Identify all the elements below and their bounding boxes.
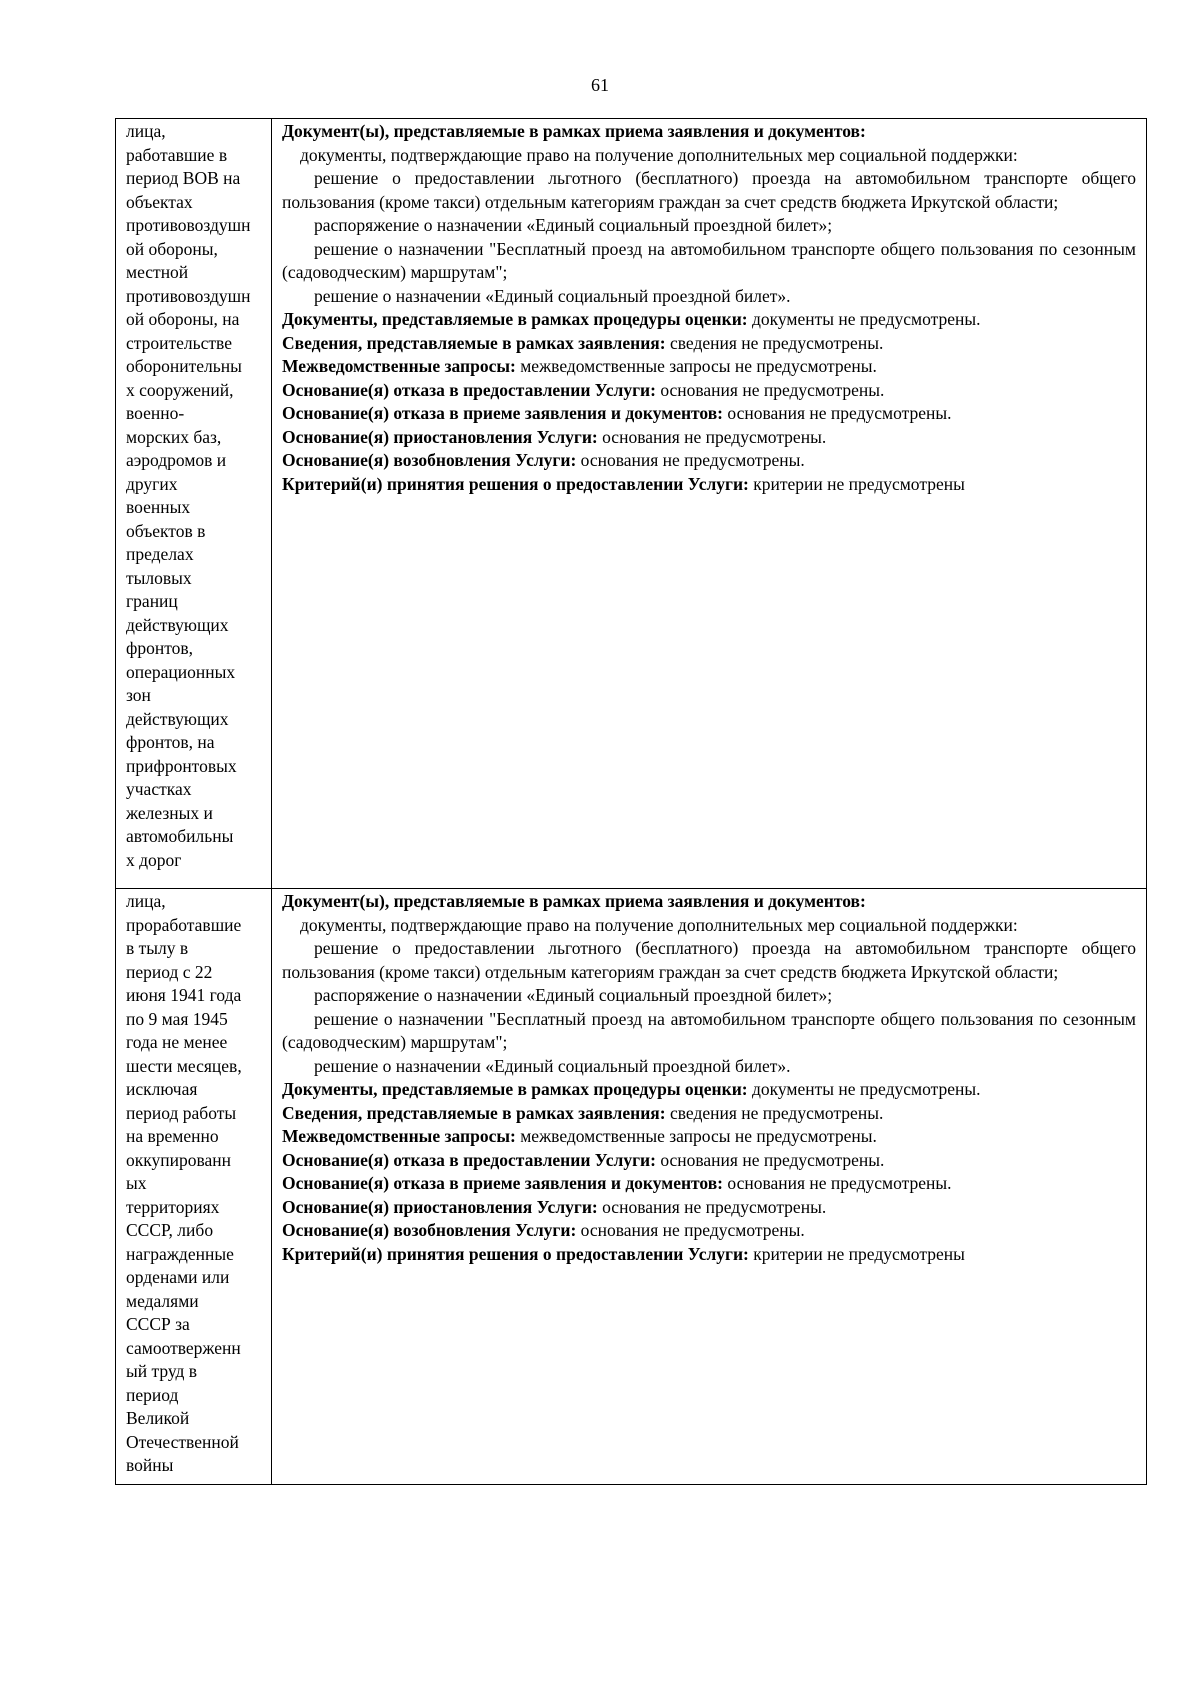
service-table [115,118,1147,1485]
info-value: документы не предусмотрены. [747,309,981,329]
info-line [282,308,1136,332]
info-label: Основание(я) отказа в приеме заявления и документов: [282,403,724,423]
info-label: Основание(я) приостановления Услуги: [282,426,598,447]
table-row [116,889,1147,1485]
page-number: 61 [591,75,609,95]
details-cell [272,119,1147,889]
info-line [282,1243,1136,1267]
doc-item: решение о предоставлении льготного (бесплатного) проезда на автомобильном транспорте общего пользования (кроме такси) отдельным категориям граждан за счет средств бюджета Иркутской области; [282,168,1136,212]
info-value: межведомственные запросы не предусмотрены. [515,1126,877,1146]
details-cell [272,889,1147,1485]
info-value: основания не предусмотрены. [597,1196,827,1217]
info-line [282,1172,1136,1196]
doc-item: решение о назначении "Бесплатный проезд на автомобильном транспорте общего пользования по сезонным (садоводческим) маршрутам"; [282,238,1136,282]
info-value: межведомственные запросы не предусмотрены. [515,356,877,376]
table-row [116,119,1147,889]
info-line [282,473,1136,497]
docs-intro: документы, подтверждающие право на получение дополнительных мер социальной поддержки: [300,914,1018,935]
info-line [282,1125,1136,1149]
info-label: Основание(я) отказа в приеме заявления и документов: [282,1173,724,1193]
info-label: Основание(я) отказа в предоставлении Услуги: [282,379,656,400]
info-line [282,379,1136,403]
info-label: Основание(я) отказа в предоставлении Услуги: [282,1149,656,1170]
doc-item: решение о предоставлении льготного (бесплатного) проезда на автомобильном транспорте общего пользования (кроме такси) отдельным категориям граждан за счет средств бюджета Иркутской области; [282,938,1136,982]
info-value: документы не предусмотрены. [747,1079,981,1099]
info-line [282,426,1136,450]
info-value: основания не предусмотрены. [723,403,952,423]
info-value: основания не предусмотрены. [655,1149,885,1170]
info-line [282,332,1136,356]
info-label: Критерий(и) принятия решения о предоставлении Услуги: [282,473,749,494]
info-line [282,1102,1136,1126]
info-label: Сведения, представляемые в рамках заявления: [282,1102,666,1123]
info-line [282,355,1136,379]
doc-item: решение о назначении «Единый социальный проездной билет». [314,1055,791,1076]
doc-item: распоряжение о назначении «Единый социальный проездной билет»; [314,215,833,235]
docs-heading: Документ(ы), представляемые в рамках приема заявления и документов: [282,121,866,141]
info-line [282,1196,1136,1220]
info-value: основания не предусмотрены. [723,1173,952,1193]
info-line [282,1078,1136,1102]
info-value: сведения не предусмотрены. [665,1102,884,1123]
info-value: критерии не предусмотрены [748,473,965,494]
info-value: основания не предусмотрены. [576,1220,805,1240]
info-label: Основание(я) возобновления Услуги: [282,450,577,470]
info-label: Критерий(и) принятия решения о предоставлении Услуги: [282,1243,749,1264]
info-label: Сведения, представляемые в рамках заявления: [282,332,666,353]
category-text: лица, работавшие в период ВОВ на объектах противовоздушн ой обороны, местной противовоздушн ой обороны, на строительстве оборонительны х сооружений, военно- морских баз, аэродромов и других военных объектов в пределах тыловых границ действующих фронтов, операционных зон действующих фронтов, на прифронтовых участках железных и автомобильны х дорог [126,121,251,870]
docs-heading: Документ(ы), представляемые в рамках приема заявления и документов: [282,891,866,911]
info-label: Основание(я) возобновления Услуги: [282,1220,577,1240]
docs-intro: документы, подтверждающие право на получение дополнительных мер социальной поддержки: [300,144,1018,165]
info-label: Документы, представляемые в рамках процедуры оценки: [282,1079,748,1099]
doc-item: решение о назначении "Бесплатный проезд на автомобильном транспорте общего пользования по сезонным (садоводческим) маршрутам"; [282,1008,1136,1052]
info-value: основания не предусмотрены. [576,450,805,470]
category-cell [116,889,272,1485]
category-cell [116,119,272,889]
info-value: сведения не предусмотрены. [665,332,884,353]
category-text: лица, проработавшие в тылу в период с 22 июня 1941 года по 9 мая 1945 года не менее шести месяцев, исключая период работы на временно оккупированн ых территориях СССР, либо награжденные орденами или медалями СССР за самоотверженн ый труд в период Великой Отечественной войны [126,891,242,1475]
info-label: Основание(я) приостановления Услуги: [282,1196,598,1217]
info-value: основания не предусмотрены. [597,426,827,447]
info-label: Межведомственные запросы: [282,1126,516,1146]
info-line [282,1149,1136,1173]
info-line [282,449,1136,473]
doc-item: решение о назначении «Единый социальный проездной билет». [314,285,791,306]
info-line [282,1219,1136,1243]
info-value: критерии не предусмотрены [748,1243,965,1264]
info-line [282,402,1136,426]
info-label: Межведомственные запросы: [282,356,516,376]
info-label: Документы, представляемые в рамках процедуры оценки: [282,309,748,329]
doc-item: распоряжение о назначении «Единый социальный проездной билет»; [314,985,833,1005]
info-value: основания не предусмотрены. [655,379,885,400]
